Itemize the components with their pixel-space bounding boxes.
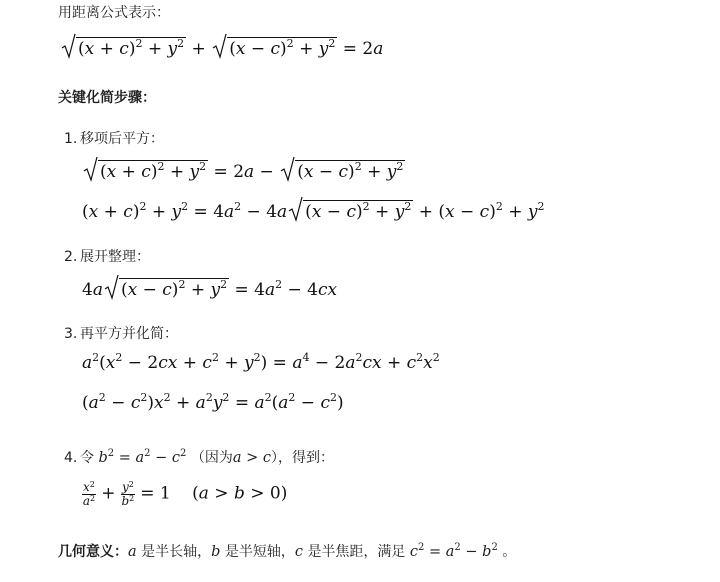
step-4-title-prefix: 令	[80, 450, 94, 466]
step-3-heading	[64, 323, 178, 343]
distance-equation: $(x + c)^2 + y^2$ + $(x - c)^2 + y^2 = 2a$	[60, 37, 383, 58]
step-4-title-suffix: ），得到：	[271, 450, 335, 466]
step-2-equation: 4a $(x - c)^2 + y^2 = 4a^2 - 4cx$	[82, 278, 337, 299]
geometry-c-text: 是半焦距，满足	[307, 544, 406, 560]
step-3-title: 再平方并化简：	[80, 326, 178, 342]
step-1-equation-b: $(x + c)^2 + y^2 = 4a^2 - 4a$ $(x - c)^2 + y^2 + (x - c)^2 + y^2$	[82, 200, 545, 221]
step-4-title-middle: （因为	[190, 450, 233, 466]
step-2-title: 展开整理：	[80, 249, 150, 265]
step-3-equation-b: $(a^2 - c^2)x^2 + a^2y^2 = a^2(a^2 - c^2)$	[82, 391, 344, 413]
geometry-label: 几何意义：	[58, 544, 128, 560]
step-4-number: 4.	[64, 450, 78, 466]
step-2-number: 2.	[64, 249, 78, 265]
geometry-b-text: 是半短轴，	[224, 544, 295, 560]
intro-text: 用距离公式表示：	[58, 5, 170, 21]
geometry-meaning: 几何意义：a 是半长轴，b 是半短轴，c 是半焦距，满足 $c^2 = a^2 - b^2$ 。	[58, 542, 517, 560]
step-1-equation-a: $(x + c)^2 + y^2 = 2a$ − $(x - c)^2 + y^2$	[82, 160, 405, 181]
geometry-end: 。	[502, 544, 517, 560]
step-3-number: 3.	[64, 326, 78, 342]
step-1-number: 1.	[64, 131, 78, 147]
step-1-heading	[64, 128, 164, 148]
ellipse-standard-equation: $\frac{x^2}{a^2}$ + $\frac{y^2}{b^2}$ = 1 (a > b > 0)	[82, 480, 288, 508]
step-4-heading: 4. 令 $b^2 = a^2 - c^2$ （因为a > c），得到：	[64, 448, 335, 466]
step-1-title: 移项后平方：	[80, 131, 164, 147]
geometry-a-text: 是半长轴，	[141, 544, 212, 560]
step-3-equation-a: $a^2(x^2 - 2cx + c^2 + y^2) = a^4 - 2a^2cx + c^2x^2$	[82, 351, 440, 373]
key-steps-title: 关键化简步骤：	[58, 90, 156, 106]
step-2-heading	[64, 246, 150, 266]
